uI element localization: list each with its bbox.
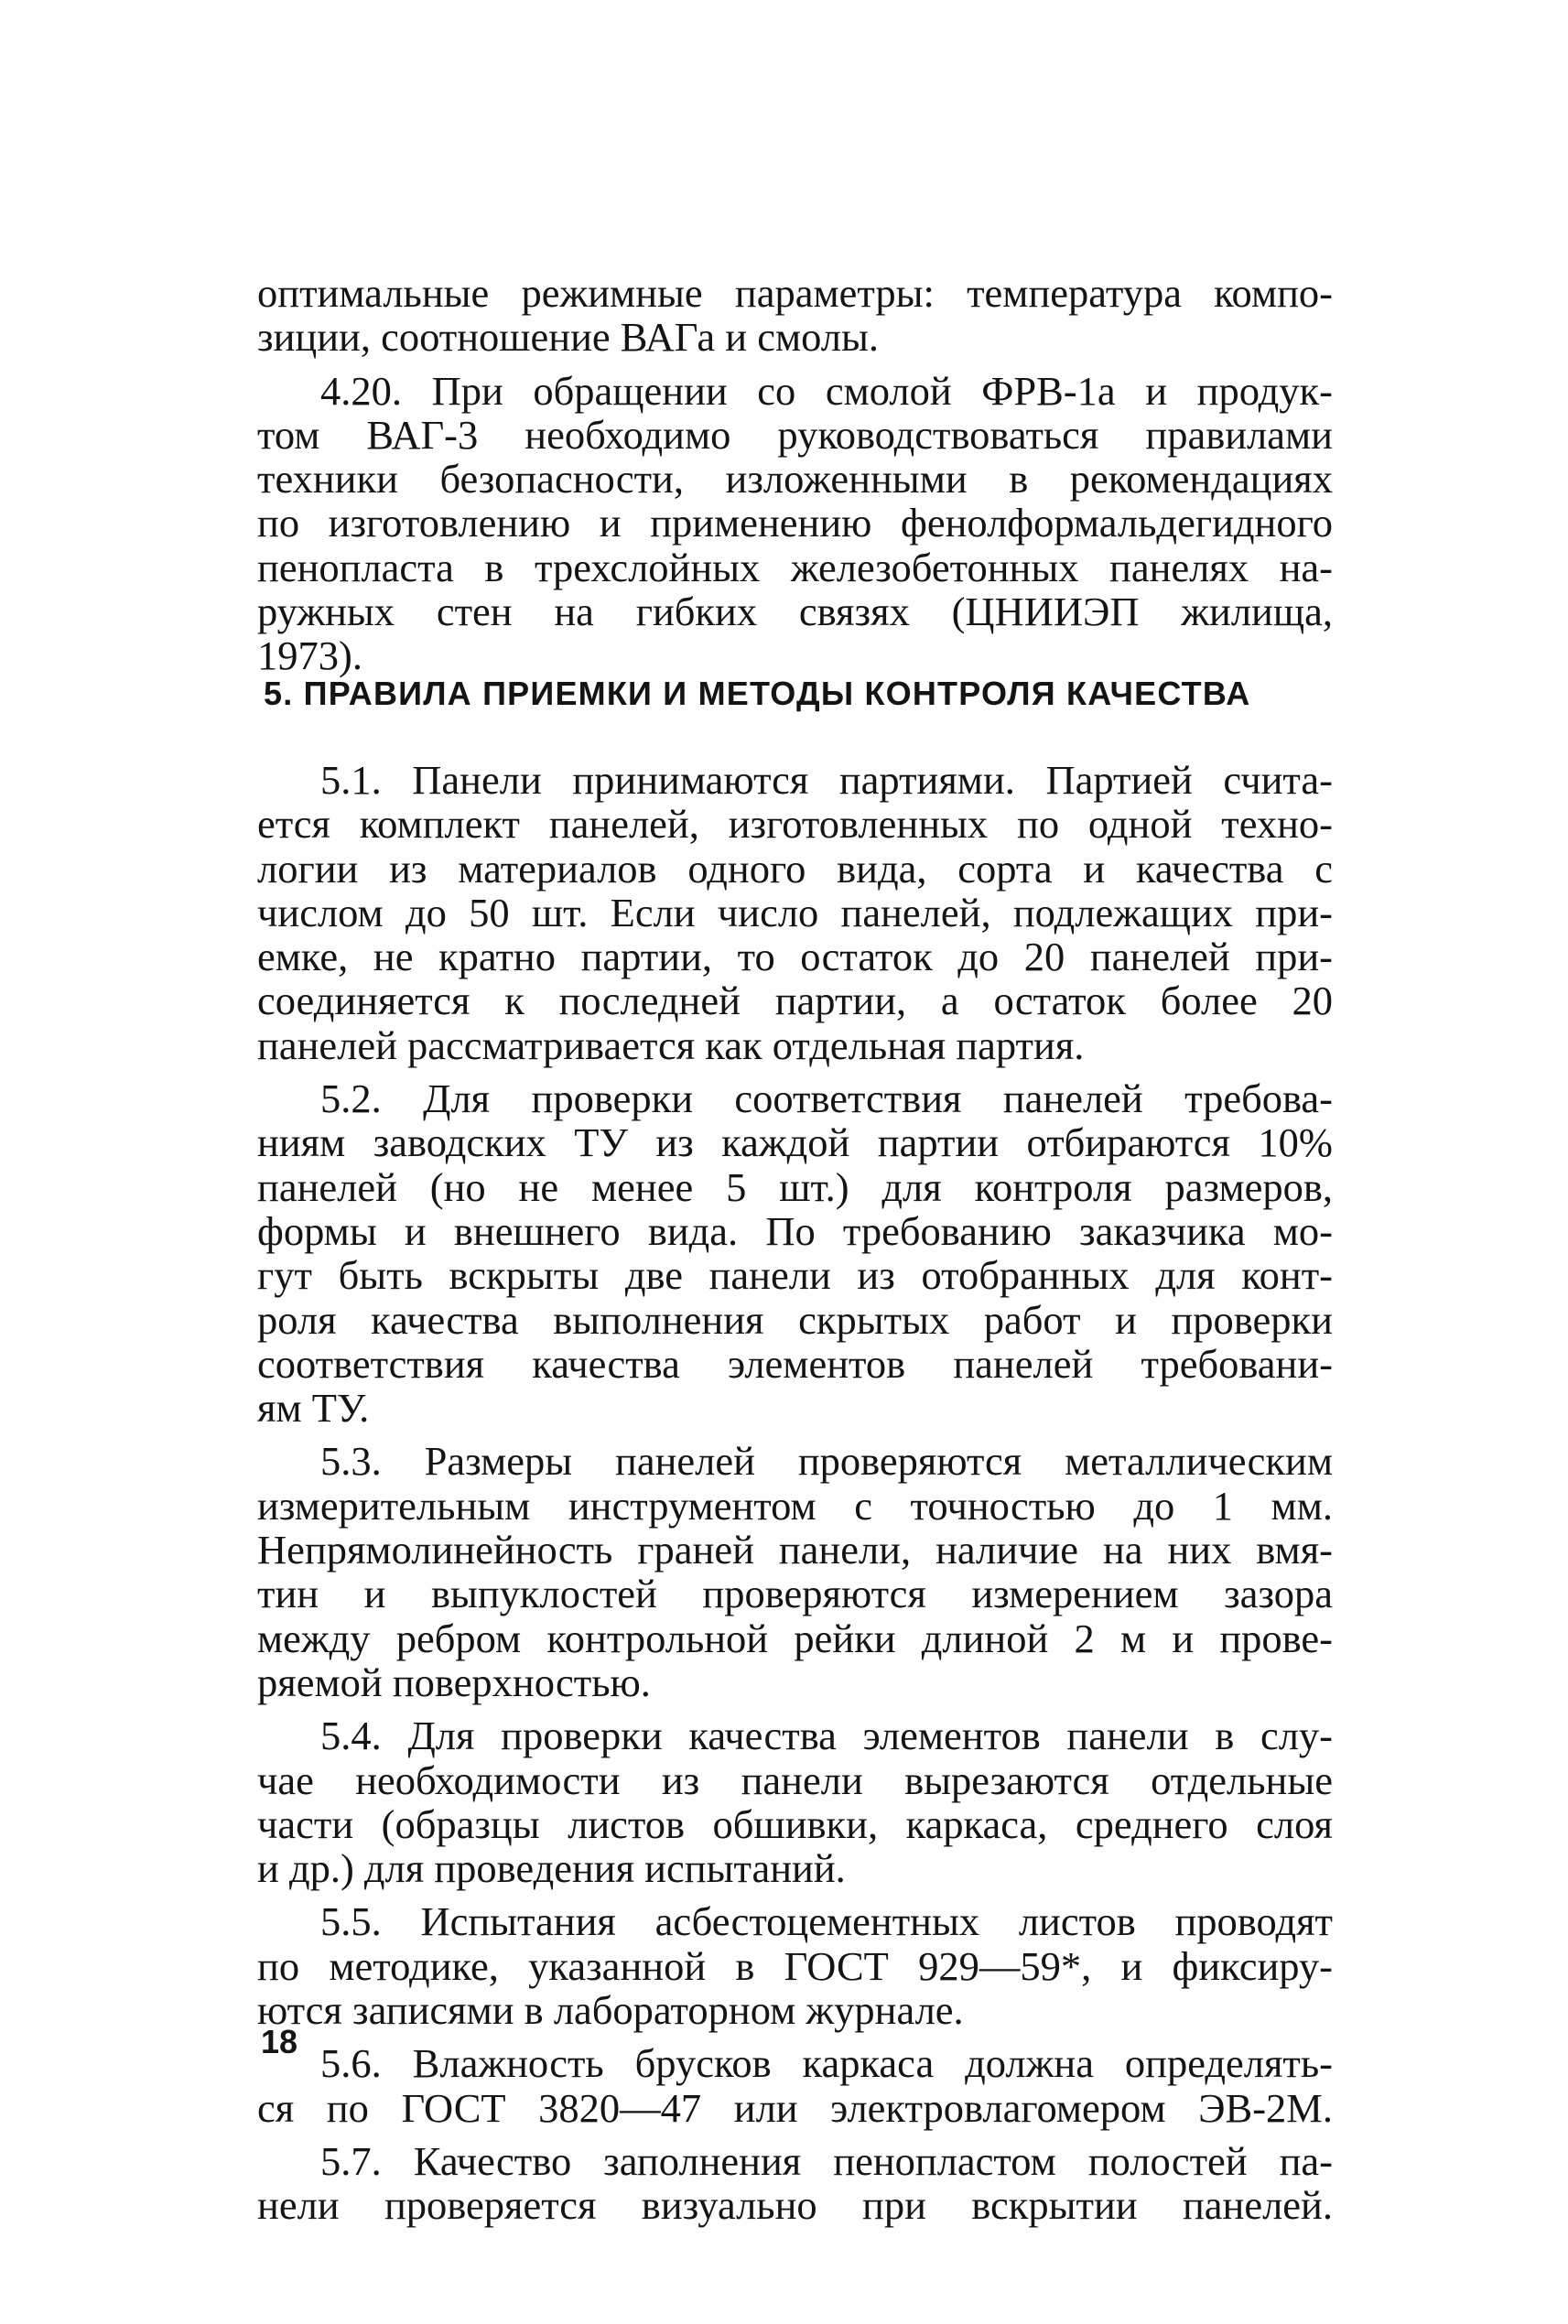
text-line: ряемой поверхностью. bbox=[257, 1659, 651, 1705]
text-line: 5.5. Испытания асбестоцементных листов проводят bbox=[320, 1898, 1333, 1945]
text-line: пенопласта в трехслойных железобетонных панелях на- bbox=[257, 544, 1333, 590]
text-line: чае необходимости из панели вырезаются отдельные bbox=[257, 1757, 1333, 1803]
text-line: ется комплект панелей, изготовленных по одной техно- bbox=[257, 801, 1333, 848]
section-4-continuation bbox=[257, 271, 1333, 360]
text-line: и др.) для проведения испытаний. bbox=[257, 1845, 846, 1892]
text-line: ружных стен на гибких связях (ЦНИИЭП жилища, bbox=[257, 589, 1333, 635]
paragraph-5-1 bbox=[257, 758, 1333, 1067]
page-number: 18 bbox=[261, 2023, 298, 2060]
text-line: том ВАГ-3 необходимо руководствоваться правилами bbox=[257, 411, 1333, 458]
text-line: числом до 50 шт. Если число панелей, подлежащих при- bbox=[257, 889, 1333, 935]
paragraph-5-7 bbox=[257, 2139, 1333, 2228]
text-line: нели проверяется визуально при вскрытии панелей. bbox=[257, 2182, 1333, 2229]
text-line: роля качества выполнения скрытых работ и проверки bbox=[257, 1296, 1333, 1343]
text-line: оптимальные режимные параметры: температура компо- bbox=[257, 270, 1333, 316]
text-line: 5.3. Размеры панелей проверяются металлическим bbox=[320, 1438, 1333, 1485]
text-line: 5.2. Для проверки соответствия панелей требова- bbox=[320, 1076, 1333, 1122]
text-line: 1973). bbox=[257, 632, 362, 679]
text-line: ются записями в лабораторном журнале. bbox=[257, 1987, 964, 2034]
section-5-heading: 5. ПРАВИЛА ПРИЕМКИ И МЕТОДЫ КОНТРОЛЯ КАЧЕСТВА bbox=[264, 675, 1251, 712]
text-line: 5.4. Для проверки качества элементов панели в слу- bbox=[320, 1713, 1333, 1759]
paragraph-5-3 bbox=[257, 1439, 1333, 1704]
text-line: логии из материалов одного вида, сорта и качества с bbox=[257, 845, 1333, 892]
text-line: 5.7. Качество заполнения пенопластом полостей па- bbox=[320, 2137, 1333, 2184]
text-line: по методике, указанной в ГОСТ 929—59*, и фиксиру- bbox=[257, 1942, 1333, 1989]
text-line: 5.6. Влажность брусков каркаса должна определять- bbox=[320, 2040, 1333, 2087]
text-line: измерительным инструментом с точностью до 1 мм. bbox=[257, 1482, 1333, 1529]
text-line: техники безопасности, изложенными в рекомендациях bbox=[257, 456, 1333, 503]
text-line: ниям заводских ТУ из каждой партии отбираются 10% bbox=[257, 1119, 1333, 1166]
text-line: Непрямолинейность граней панели, наличие на них вмя- bbox=[257, 1527, 1333, 1573]
text-line: емке, не кратно партии, то остаток до 20 панелей при- bbox=[257, 934, 1333, 980]
text-line: панелей рассматривается как отдельная партия. bbox=[257, 1021, 1085, 1068]
section-5-text bbox=[257, 758, 1333, 2228]
text-line: панелей (но не менее 5 шт.) для контроля размеров, bbox=[257, 1163, 1333, 1210]
text-line: соответствия качества элементов панелей требовани- bbox=[257, 1340, 1333, 1387]
text-line: 5.1. Панели принимаются партиями. Партией счита- bbox=[320, 757, 1333, 803]
paragraph-5-6 bbox=[257, 2041, 1333, 2130]
text-line: зиции, соотношение ВАГа и смолы. bbox=[257, 314, 880, 361]
text-line: гут быть вскрыты две панели из отобранных для конт- bbox=[257, 1252, 1333, 1299]
paragraph-4-20 bbox=[257, 369, 1333, 678]
text-line: по изготовлению и применению фенолформальдегидного bbox=[257, 500, 1333, 546]
text-line: 4.20. При обращении со смолой ФРВ-1а и продук- bbox=[320, 367, 1333, 414]
text-line: формы и внешнего вида. По требованию заказчика мо- bbox=[257, 1207, 1333, 1254]
text-line: соединяется к последней партии, а остаток более 20 bbox=[257, 978, 1333, 1024]
paragraph-5-4 bbox=[257, 1713, 1333, 1890]
text-line: части (образцы листов обшивки, каркаса, среднего слоя bbox=[257, 1800, 1333, 1847]
text-line: тин и выпуклостей проверяются измерением зазора bbox=[257, 1571, 1333, 1617]
text-line: ся по ГОСТ 3820—47 или электровлагомером ЭВ-2М. bbox=[257, 2084, 1333, 2131]
paragraph-5-5 bbox=[257, 1899, 1333, 2032]
section-4-text bbox=[257, 271, 1333, 678]
paragraph-5-2 bbox=[257, 1076, 1333, 1430]
text-line: ям ТУ. bbox=[257, 1385, 370, 1432]
text-line: между ребром контрольной рейки длиной 2 м и прове- bbox=[257, 1615, 1333, 1661]
